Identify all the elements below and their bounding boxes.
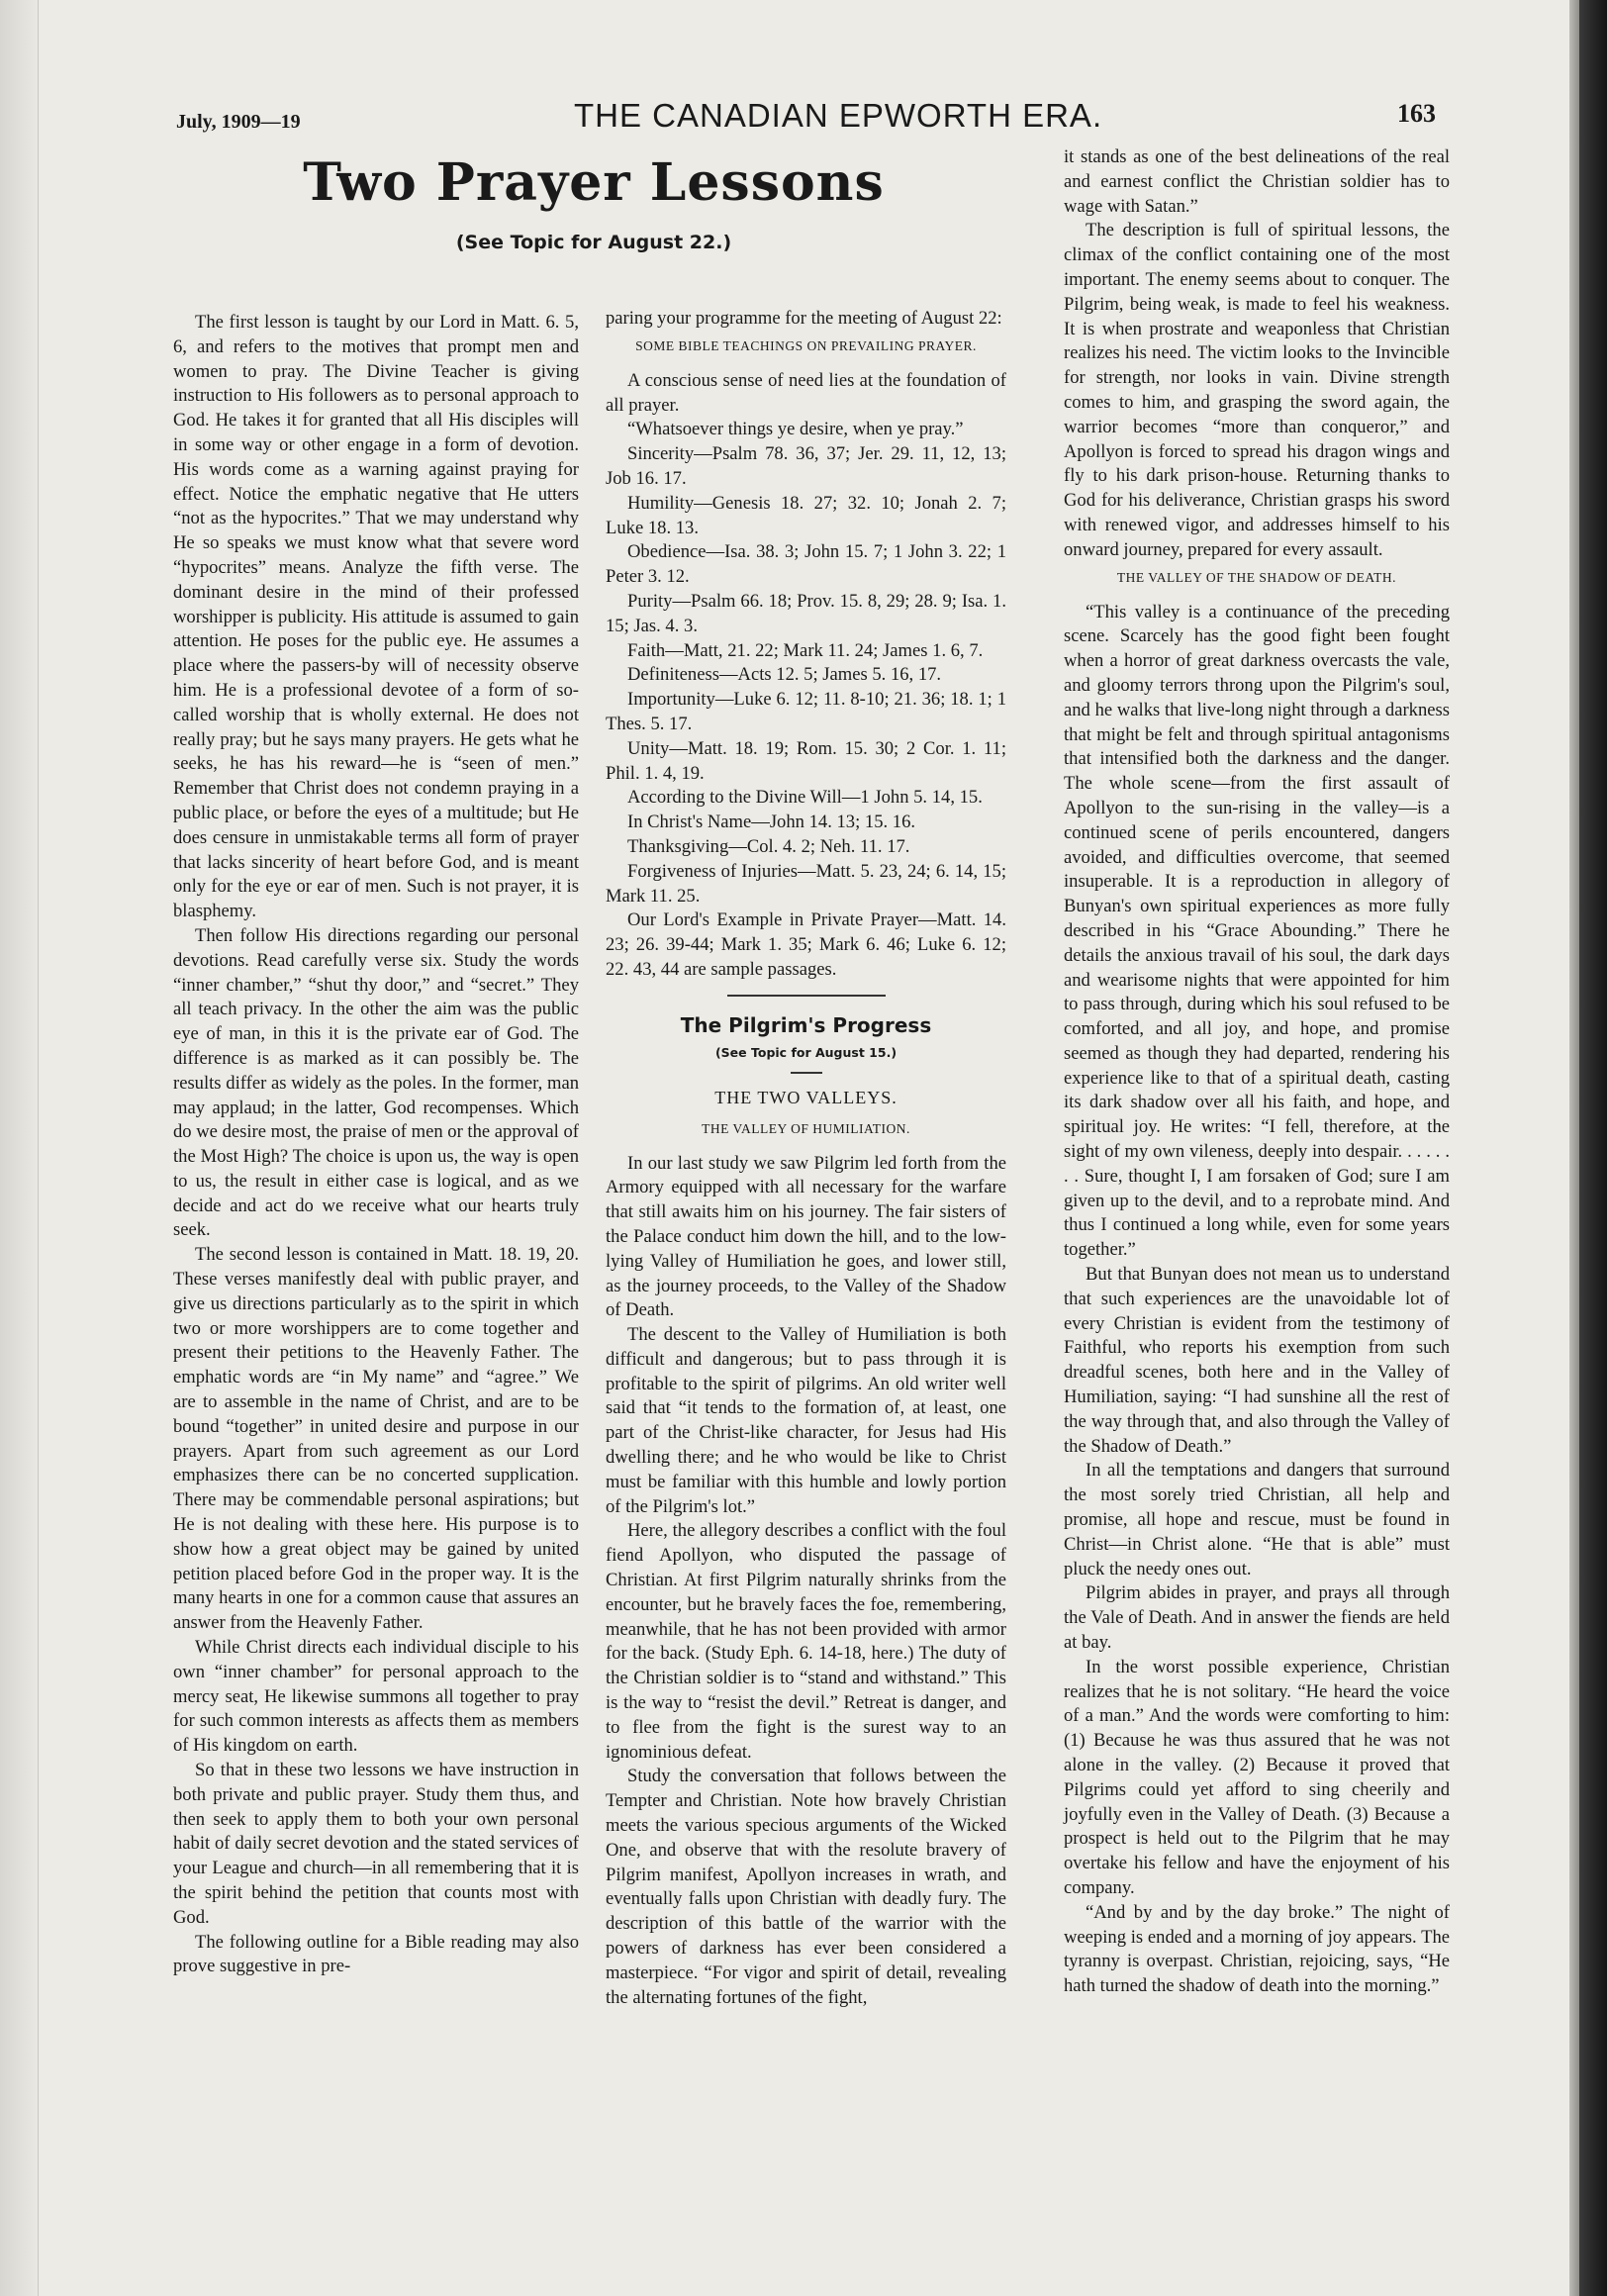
- article-title: Two Prayer Lessons: [303, 152, 885, 213]
- book-binding: [1579, 0, 1607, 2296]
- teaching-item: Thanksgiving—Col. 4. 2; Neh. 11. 17.: [627, 835, 910, 857]
- article-2-title: The Pilgrim's Progress: [680, 1012, 932, 1037]
- paragraph: But that Bunyan does not mean us to understand that such experiences are the unavoidable lot of every Christian is evident from the testimony of Faithful, who reports his exemption from such dreadful scenes, both here and in the Valley of Humiliation, saying: “I had sunshine all the rest of the way through that, and also through the Valley of the Shadow of Death.”: [1064, 1264, 1450, 1457]
- paragraph: In the worst possible experience, Christian realizes that he is not solitary. “He heard the voice of a man.” And the words were comforting to him: (1) Because he was thus assured that he was not alone in the valley. (2) Because it proved that Pilgrims could yet afford to sing cheerily and joyfully even in the Valley of Death. (3) Because a prospect is held out to the Pilgrim that he may overtake his fellow and have the enjoyment of his company.: [1064, 1656, 1450, 1898]
- publication-title: THE CANADIAN EPWORTH ERA.: [574, 97, 1103, 134]
- subsection-heading: THE VALLEY OF HUMILIATION.: [702, 1120, 910, 1136]
- paragraph: Pilgrim abides in prayer, and prays all through the Vale of Death. And in answer the fiends are held at bay.: [1064, 1582, 1450, 1654]
- teaching-item: According to the Divine Will—1 John 5. 14, 15.: [627, 787, 983, 809]
- paragraph: Then follow His directions regarding our personal devotions. Read carefully verse six. Study the words “inner chamber,” “shut thy door,” and “secret.” They all teach privacy. In the other the aim was the public eye of man, in this it is the private ear of God. The difference is as marked as it can possibly be. The results differ as widely as the poles. In the former, man may applaud; in the latter, God recompenses. Which do we desire most, the praise of men or the approval of the Most High? The choice is upon us, the way is open to us, the result in either case is logical, and as we decide and act do we receive what our hearts truly seek.: [173, 924, 579, 1241]
- article-2-heading: THE TWO VALLEYS.: [714, 1087, 898, 1107]
- paragraph: So that in these two lessons we have instruction in both private and public prayer. Study them thus, and then seek to apply them to both your own personal habit of daily secret devotion and the stated services of your League and church—in all remembering that it is the spirit behind the petition that counts most with God.: [173, 1760, 579, 1928]
- section-heading: SOME BIBLE TEACHINGS ON PREVAILING PRAYER.: [635, 337, 977, 353]
- subsection-heading: THE VALLEY OF THE SHADOW OF DEATH.: [1116, 569, 1397, 585]
- teaching-item: Faith—Matt, 21. 22; Mark 11. 24; James 1. 6, 7.: [627, 639, 984, 661]
- page-edge: [1569, 0, 1579, 2296]
- teaching-item: Forgiveness of Injuries—Matt. 5. 23, 24; 6. 14, 15; Mark 11. 25.: [606, 860, 1006, 907]
- teaching-item: Our Lord's Example in Private Prayer—Matt. 14. 23; 26. 39-44; Mark 1. 35; Mark 6. 46; Luke 6. 12; 22. 43, 44 are sample passages.: [606, 909, 1006, 980]
- teaching-item: Obedience—Isa. 38. 3; John 15. 7; 1 John 3. 22; 1 Peter 3. 12.: [606, 541, 1006, 588]
- issue-date: July, 1909—19: [176, 111, 301, 133]
- paragraph: The first lesson is taught by our Lord in Matt. 6. 5, 6, and refers to the motives that prompt men and women to pray. The Divine Teacher is giving instruction to His followers as to personal approach to God. He takes it for granted that all His disciples will in some way or other engage in a form of devotion. His words come as a warning against praying for effect. Notice the emphatic negative that He utters “not as the hypocrites.” That we may understand why He so speaks we must know what that severe word “hypocrites” means. Analyze the fifth verse. The dominant desire in the mind of their professed worshipper is publicity. His attitude is assumed to gain attention. He poses for the public eye. He assumes a place where the passers-by will of necessity observe him. He is a professional devotee of a form of so-called worship that is wholly external. He does not really pray; but he says many prayers. He gets what he seeks, he has his reward—he is “seen of men.” Remember that Christ does not condemn praying in a public place, or before the eyes of a multitude; but He does censure in unmistakable terms all form of prayer that lacks sincerity of heart before God, and is meant only for the eye or ear of men. Such is not prayer, it is blasphemy.: [173, 312, 579, 922]
- column-2: [606, 307, 1006, 2010]
- paragraph: Here, the allegory describes a conflict with the foul fiend Apollyon, who disputed the passage of Christian. At first Pilgrim naturally shrinks from the encounter, but he bravely faces the foe, remembering, meanwhile, that he has not been provided with armor for the back. (Study Eph. 6. 14-18, here.) The duty of the Christian soldier is to “stand and withstand.” This is the way to “resist the devil.” Retreat is danger, and to flee from the fight is the surest way to an ignominious defeat.: [606, 1520, 1006, 1763]
- paragraph: it stands as one of the best delineations of the real and earnest conflict the Christian soldier has to wage with Satan.”: [1064, 146, 1450, 217]
- paragraph: In our last study we saw Pilgrim led forth from the Armory equipped with all necessary for the warfare that still awaits him on his journey. The fair sisters of the Palace conduct him down the hill, and to the low-lying Valley of Humiliation he goes, and lower still, as the journey proceeds, to the Valley of the Shadow of Death.: [606, 1152, 1006, 1321]
- paragraph: The description is full of spiritual lessons, the climax of the conflict containing one of the most important. The enemy seems about to conquer. The Pilgrim, being weak, is made to feel his weakness. It is when prostrate and weaponless that Christian realizes his need. The victim looks to the Invincible for strength, nor looks in vain. Divine strength comes to him, and grasping the sword again, the warrior becomes “more than conqueror,” and Apollyon is forced to spread his dragon wings and fly to his dark prison-house. Returning thanks to God for his deliverance, Christian grasps his sword with renewed vigor, and addresses himself to his onward journey, prepared for every assault.: [1064, 220, 1450, 560]
- paragraph: Study the conversation that follows between the Tempter and Christian. Note how bravely Christian meets the various specious arguments of the Wicked One, and observe that with the resolute bravery of Pilgrim manifest, Apollyon increases in wrath, and eventually falls upon Christian with deadly fury. The description of this battle of the warrior with the powers of darkness has ever been considered a masterpiece. “For vigor and spirit of detail, revealing the alternating fortunes of the fight,: [606, 1766, 1006, 2008]
- article-subtitle: (See Topic for August 22.): [455, 232, 732, 253]
- teaching-item: Humility—Genesis 18. 27; 32. 10; Jonah 2. 7; Luke 18. 13.: [606, 492, 1006, 538]
- section-divider: [727, 995, 886, 997]
- paragraph: paring your programme for the meeting of August 22:: [606, 308, 1002, 329]
- teaching-item: “Whatsoever things ye desire, when ye pray.”: [627, 419, 964, 440]
- book-gutter: [0, 0, 39, 2296]
- paragraph: In all the temptations and dangers that surround the most sorely tried Christian, all help and promise, all hope and rescue, must be found in Christ—in Christ alone. “He that is able” must pluck the needy ones out.: [1064, 1460, 1450, 1579]
- paragraph: The following outline for a Bible reading may also prove suggestive in pre-: [173, 1931, 579, 1977]
- magazine-page: [148, 59, 1479, 2276]
- teaching-item: Definiteness—Acts 12. 5; James 5. 16, 17.: [627, 664, 942, 686]
- column-3: [1064, 145, 1450, 1999]
- paragraph: “And by and by the day broke.” The night of weeping is ended and a morning of joy appears. The tyranny is overpast. Christian, rejoicing, says, “He hath turned the shadow of death into the morning.”: [1064, 1901, 1450, 1997]
- teaching-item: A conscious sense of need lies at the foundation of all prayer.: [606, 369, 1006, 416]
- teaching-item: Sincerity—Psalm 78. 36, 37; Jer. 29. 11, 12, 13; Job 16. 17.: [606, 443, 1006, 489]
- paragraph: The descent to the Valley of Humiliation is both difficult and dangerous; but to pass through it is profitable to the spirit of pilgrims. An old writer well said that “it tends to the formation of, at least, one part of the Christ-like character, for Jesus had His dwelling there; and he who would be like to Christ must be familiar with this humble and lowly portion of the Pilgrim's lot.”: [606, 1324, 1006, 1517]
- teaching-item: In Christ's Name—John 14. 13; 15. 16.: [627, 812, 916, 833]
- page-number: 163: [1397, 99, 1436, 128]
- article-2-subtitle: (See Topic for August 15.): [714, 1044, 898, 1060]
- paragraph: The second lesson is contained in Matt. 18. 19, 20. These verses manifestly deal with public prayer, and give us directions particularly as to the spirit in which two or more worshippers are to come together and present their petitions to the Heavenly Father. The emphatic words are “in My name” and “agree.” We are to assemble in the name of Christ, and are to be bound “together” in united desire and purpose in our prayers. Apart from such agreement as our Lord emphasizes there can be no concerted supplication. There may be commendable personal aspirations; but He is not dealing with these here. His purpose is to show how a great object may be gained by united petition placed before God in the proper way. It is the many hearts in one for a common cause that assures an answer from the Heavenly Father.: [173, 1244, 579, 1634]
- paragraph: While Christ directs each individual disciple to his own “inner chamber” for personal approach to the mercy seat, He likewise summons all together to pray for such common interests as affects them as members of His kingdom on earth.: [173, 1637, 579, 1757]
- teaching-item: Purity—Psalm 66. 18; Prov. 15. 8, 29; 28. 9; Isa. 1. 15; Jas. 4. 3.: [606, 590, 1006, 636]
- teaching-item: Importunity—Luke 6. 12; 11. 8-10; 21. 36; 18. 1; 1 Thes. 5. 17.: [606, 689, 1006, 734]
- column-1: [173, 311, 579, 1979]
- running-head: [148, 87, 1479, 146]
- short-divider: [791, 1072, 822, 1074]
- paragraph: “This valley is a continuance of the preceding scene. Scarcely has the good fight been fought when a horror of great darkness overcasts the vale, and gloomy terrors throng upon the Pilgrim's soul, and he walks that live-long night through a darkness that might be felt and through spiritual antagonisms that intensified both the darkness and the danger. The whole scene—from the first assault of Apollyon to the sun-rising in the valley—is a continued scene of perils encountered, dangers avoided, and difficulties overcome, that seemed insuperable. It is a reproduction in allegory of Bunyan's own spiritual experiences as more fully described in his “Grace Abounding.” There he details the anxious travail of his soul, the dark days and wearisome nights that were appointed for him to pass through, during which his soul refused to be comforted, and all joy, and hope, and promise seemed as though they had departed, rendering his experience like to that of a spiritual death, casting its dark shadow over all his faith, and hope, and spiritual joy. He writes: “I fell, therefore, at the sight of my own vileness, deeply into despair. . . . . . . . Sure, thought I, I am forsaken of God; sure I am given up to the devil, and to a reprobate mind. And thus I continued a long while, even for some years together.”: [1064, 601, 1450, 1261]
- teaching-item: Unity—Matt. 18. 19; Rom. 15. 30; 2 Cor. 1. 11; Phil. 1. 4, 19.: [606, 737, 1006, 784]
